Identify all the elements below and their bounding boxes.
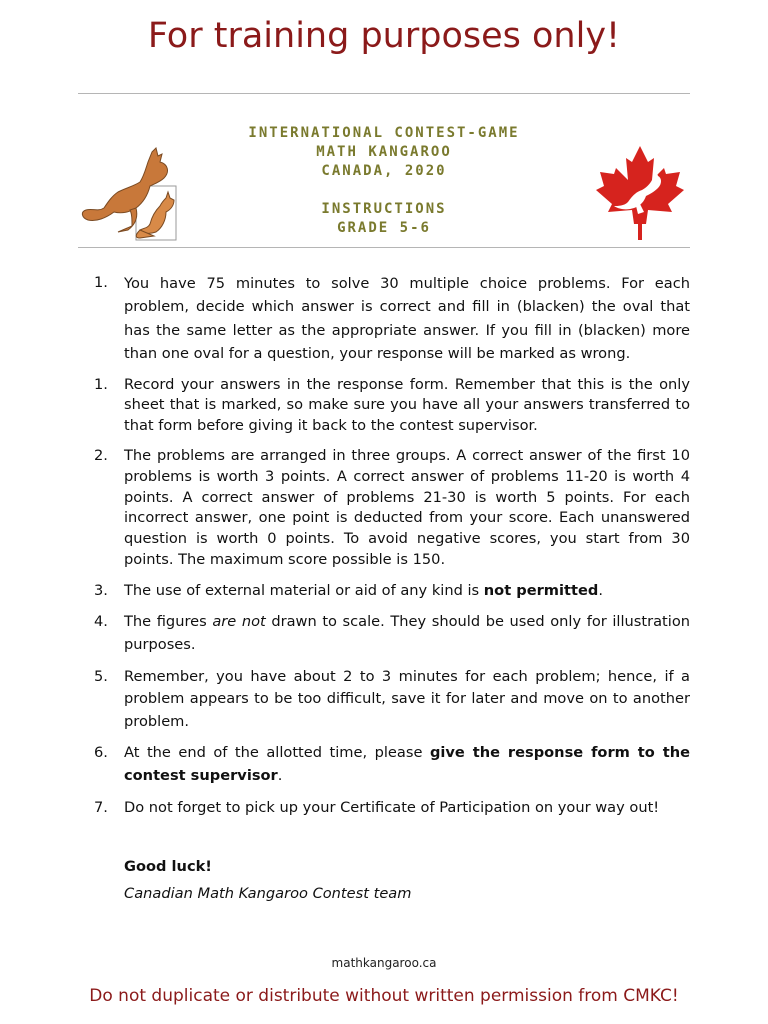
instruction-number: 5.	[94, 667, 108, 685]
instruction-text: Remember, you have about 2 to 3 minutes for each problem; hence, if a problem appears to be too difficult, save it for later and move on to another problem.	[124, 667, 690, 730]
instruction-number: 1.	[94, 375, 108, 393]
footer-url: mathkangaroo.ca	[331, 956, 437, 970]
canada-maple-leaf-kangaroo-icon	[592, 144, 688, 242]
instruction-number: 4.	[94, 613, 108, 631]
header-divider-top	[78, 93, 690, 94]
instruction-item	[94, 446, 690, 571]
instruction-item	[94, 742, 690, 787]
instruction-item	[94, 580, 690, 603]
header-line-contest: INTERNATIONAL CONTEST-GAME	[248, 125, 520, 141]
instructions-list	[94, 272, 690, 828]
header-line-grade: GRADE 5-6	[337, 220, 431, 236]
team-signature: Canadian Math Kangaroo Contest team	[124, 885, 412, 902]
header-line-country-year: CANADA, 2020	[321, 163, 447, 179]
instruction-text: Do not forget to pick up your Certificate of Participation on your way out!	[124, 798, 660, 816]
training-banner: For training purposes only!	[147, 16, 621, 56]
good-luck-text: Good luck!	[124, 858, 212, 875]
instruction-text: The problems are arranged in three groups. A correct answer of the first 10 problems is worth 3 points. A correct answer of problems 11-20 is worth 4 points. A correct answer of problems 21-30 is worth 5 points. For each incorrect answer, one point is deducted from your score. Each unanswered question is worth 0 points. To avoid negative scores, you start from 30 points. The maximum score possible is 150.	[124, 447, 690, 568]
instruction-item	[94, 375, 690, 437]
instruction-number: 3.	[94, 581, 108, 599]
instruction-text: Record your answers in the response form. Remember that this is the only sheet that is marked, so make sure you have all your answers transferred to that form before giving it back to the contest supervisor.	[124, 375, 690, 435]
instruction-number: 1.	[94, 274, 108, 291]
header-line-title: MATH KANGAROO	[316, 144, 452, 160]
header-line-instructions: INSTRUCTIONS	[321, 201, 447, 217]
instruction-item	[94, 666, 690, 734]
instruction-item	[94, 611, 690, 656]
instruction-number: 7.	[94, 798, 108, 816]
instruction-text: You have 75 minutes to solve 30 multiple choice problems. For each problem, decide which answer is correct and fill in (blacken) the oval that has the same letter as the appropriate answer. If you fill in (blacken) more than one oval for a question, your response will be marked as wrong.	[124, 275, 690, 363]
instruction-number: 2.	[94, 447, 108, 465]
instruction-text: The use of external material or aid of any kind is not permitted.	[124, 581, 603, 599]
instruction-item	[94, 272, 690, 366]
instruction-item	[94, 797, 690, 820]
instruction-text: The figures are not drawn to scale. They should be used only for illustration purposes.	[124, 613, 691, 653]
header-divider-bottom	[78, 247, 690, 248]
instruction-text: At the end of the allotted time, please give the response form to the contest supervisor.	[124, 744, 690, 784]
footer-warning: Do not duplicate or distribute without written permission from CMKC!	[89, 986, 679, 1006]
instruction-number: 6.	[94, 744, 108, 762]
closing-block	[124, 858, 411, 902]
